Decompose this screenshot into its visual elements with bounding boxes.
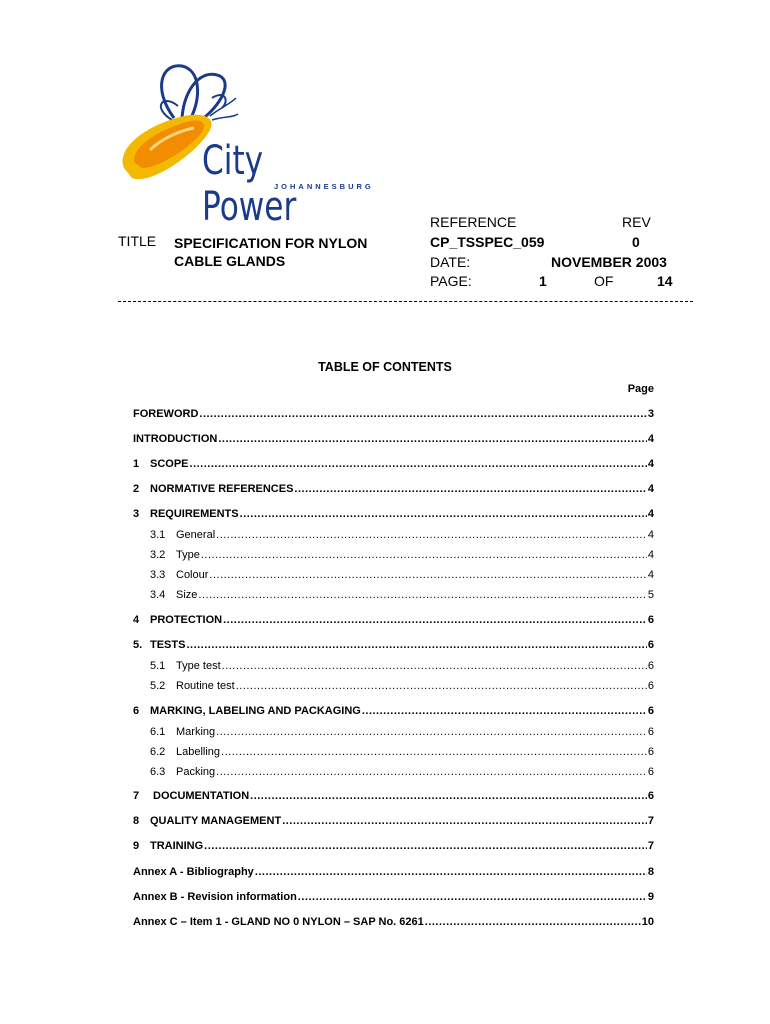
- title-label: TITLE: [118, 233, 157, 249]
- of-label: OF: [594, 273, 614, 289]
- rev-label: REV: [622, 214, 651, 230]
- toc-leader-dots: [250, 790, 647, 802]
- toc-page-header: Page: [627, 383, 654, 395]
- rev-value: 0: [632, 234, 640, 250]
- toc-leader-dots: [255, 866, 647, 878]
- toc-entry-page: 9: [647, 891, 654, 903]
- toc-entry-number: 6.3: [150, 766, 166, 778]
- toc-entry-page: 7: [647, 815, 654, 827]
- toc-entry-text: MARKING, LABELING AND PACKAGING: [150, 705, 361, 717]
- toc-entry-page: 7: [647, 840, 654, 852]
- logo-wordmark: City Power: [202, 138, 297, 230]
- toc-entry-page: 4: [647, 569, 654, 581]
- toc-leader-dots: [201, 549, 647, 561]
- toc-leader-dots: [186, 639, 646, 651]
- toc-leader-dots: [362, 705, 647, 717]
- toc-entry-page: 4: [647, 458, 654, 470]
- toc-entry[interactable]: [133, 866, 654, 878]
- toc-entry-number: 3.1: [150, 529, 166, 541]
- header-divider: [118, 301, 693, 302]
- toc-entry[interactable]: [133, 458, 654, 470]
- toc-entry-text: Labelling: [176, 746, 221, 758]
- toc-entry-page: 6: [647, 660, 654, 672]
- toc-entry-text: Annex B - Revision information: [133, 891, 297, 903]
- toc-entry-number: 6.2: [150, 746, 166, 758]
- reference-value: CP_TSSPEC_059: [430, 234, 545, 250]
- toc-entry-text: PROTECTION: [150, 614, 223, 626]
- toc-entry-page: 3: [647, 408, 654, 420]
- toc-entry[interactable]: [133, 815, 654, 827]
- toc-entry-number: 5.2: [150, 680, 166, 692]
- toc-entry-text: Annex A - Bibliography: [133, 866, 254, 878]
- toc-subentry[interactable]: [150, 569, 654, 581]
- toc-entry[interactable]: [133, 891, 654, 903]
- toc-entry-number: 5.1: [150, 660, 166, 672]
- toc-entry-text: Type: [176, 549, 200, 561]
- toc-entry-page: 6: [647, 705, 654, 717]
- toc-entry-page: 8: [647, 866, 654, 878]
- toc-subentry[interactable]: [150, 660, 654, 672]
- toc-leader-dots: [218, 433, 647, 445]
- toc-entry-text: Packing: [176, 766, 216, 778]
- date-value: NOVEMBER 2003: [551, 254, 667, 270]
- reference-label: REFERENCE: [430, 214, 517, 230]
- toc-leader-dots: [190, 458, 647, 470]
- toc-entry-number: 3.4: [150, 589, 166, 601]
- toc-subentry[interactable]: [150, 746, 654, 758]
- toc-entry-number: 4: [133, 614, 140, 626]
- toc-leader-dots: [282, 815, 647, 827]
- toc-entry-number: 3: [133, 508, 140, 520]
- toc-leader-dots: [216, 529, 647, 541]
- toc-entry-page: 6: [647, 790, 654, 802]
- toc-entry-text: SCOPE: [150, 458, 189, 470]
- toc-entry-page: 4: [647, 529, 654, 541]
- toc-subentry[interactable]: [150, 589, 654, 601]
- toc-subentry[interactable]: [150, 726, 654, 738]
- date-label: DATE:: [430, 254, 471, 270]
- toc-entry[interactable]: [133, 614, 654, 626]
- toc-entry-text: QUALITY MANAGEMENT: [150, 815, 282, 827]
- toc-subentry[interactable]: [150, 766, 654, 778]
- toc-entry-text: General: [176, 529, 216, 541]
- toc-entry-text: TESTS: [150, 639, 186, 651]
- toc-entry[interactable]: [133, 639, 654, 651]
- toc-leader-dots: [204, 840, 647, 852]
- toc-entry[interactable]: [133, 408, 654, 420]
- toc-leader-dots: [425, 916, 641, 928]
- toc-entry-number: 7: [133, 790, 140, 802]
- toc-leader-dots: [199, 408, 646, 420]
- toc-entry-page: 5: [647, 589, 654, 601]
- toc-entry-text: TRAINING: [150, 840, 204, 852]
- toc-entry-text: NORMATIVE REFERENCES: [150, 483, 294, 495]
- toc-leader-dots: [240, 508, 647, 520]
- toc-leader-dots: [216, 766, 647, 778]
- toc-entry-page: 10: [641, 916, 654, 928]
- toc-title: TABLE OF CONTENTS: [318, 360, 452, 374]
- toc-entry-text: Routine test: [176, 680, 235, 692]
- toc-entry[interactable]: [133, 840, 654, 852]
- toc-entry-page: 6: [647, 639, 654, 651]
- page-label: PAGE:: [430, 273, 472, 289]
- toc-entry-text: INTRODUCTION: [133, 433, 218, 445]
- toc-entry-page: 6: [647, 766, 654, 778]
- toc-entry[interactable]: [133, 916, 654, 928]
- toc-leader-dots: [236, 680, 647, 692]
- of-value: 14: [657, 273, 673, 289]
- toc-leader-dots: [298, 891, 647, 903]
- toc-leader-dots: [294, 483, 646, 495]
- toc-entry-text: Marking: [176, 726, 216, 738]
- toc-leader-dots: [221, 746, 647, 758]
- toc-entry-text: Type test: [176, 660, 221, 672]
- toc-entry-number: 6.1: [150, 726, 166, 738]
- logo-subtitle: JOHANNESBURG: [274, 182, 374, 191]
- toc-entry-text: DOCUMENTATION: [153, 790, 250, 802]
- toc-entry-text: Annex C – Item 1 - GLAND NO 0 NYLON – SAP No. 6261: [133, 916, 424, 928]
- toc-entry-text: REQUIREMENTS: [150, 508, 239, 520]
- toc-entry-number: 9: [133, 840, 140, 852]
- toc-entry-page: 6: [647, 680, 654, 692]
- toc-entry-number: 2: [133, 483, 140, 495]
- toc-entry-page: 6: [647, 614, 654, 626]
- toc-entry-page: 4: [647, 549, 654, 561]
- toc-leader-dots: [222, 660, 647, 672]
- toc-entry[interactable]: [133, 790, 654, 802]
- toc-entry[interactable]: [133, 483, 654, 495]
- toc-entry-number: 5.: [133, 639, 143, 651]
- toc-entry[interactable]: [133, 705, 654, 717]
- toc-entry-number: 3.2: [150, 549, 166, 561]
- toc-subentry[interactable]: [150, 529, 654, 541]
- toc-entry-number: 6: [133, 705, 140, 717]
- document-title: SPECIFICATION FOR NYLON CABLE GLANDS: [174, 235, 368, 269]
- toc-entry[interactable]: [133, 433, 654, 445]
- toc-leader-dots: [209, 569, 646, 581]
- page-value: 1: [539, 273, 547, 289]
- toc-leader-dots: [223, 614, 647, 626]
- city-power-logo: [112, 58, 374, 230]
- toc-entry-page: 6: [647, 746, 654, 758]
- toc-entry-number: 8: [133, 815, 140, 827]
- toc-entry-text: Size: [176, 589, 198, 601]
- toc-entry-text: FOREWORD: [133, 408, 199, 420]
- toc-leader-dots: [198, 589, 646, 601]
- toc-entry[interactable]: [133, 508, 654, 520]
- toc-entry-number: 3.3: [150, 569, 166, 581]
- toc-entry-page: 4: [647, 483, 654, 495]
- toc-subentry[interactable]: [150, 680, 654, 692]
- toc-subentry[interactable]: [150, 549, 654, 561]
- toc-entry-text: Colour: [176, 569, 209, 581]
- toc-entry-page: 6: [647, 726, 654, 738]
- toc-entry-number: 1: [133, 458, 140, 470]
- toc-entry-page: 4: [647, 508, 654, 520]
- toc-leader-dots: [216, 726, 647, 738]
- toc-entry-page: 4: [647, 433, 654, 445]
